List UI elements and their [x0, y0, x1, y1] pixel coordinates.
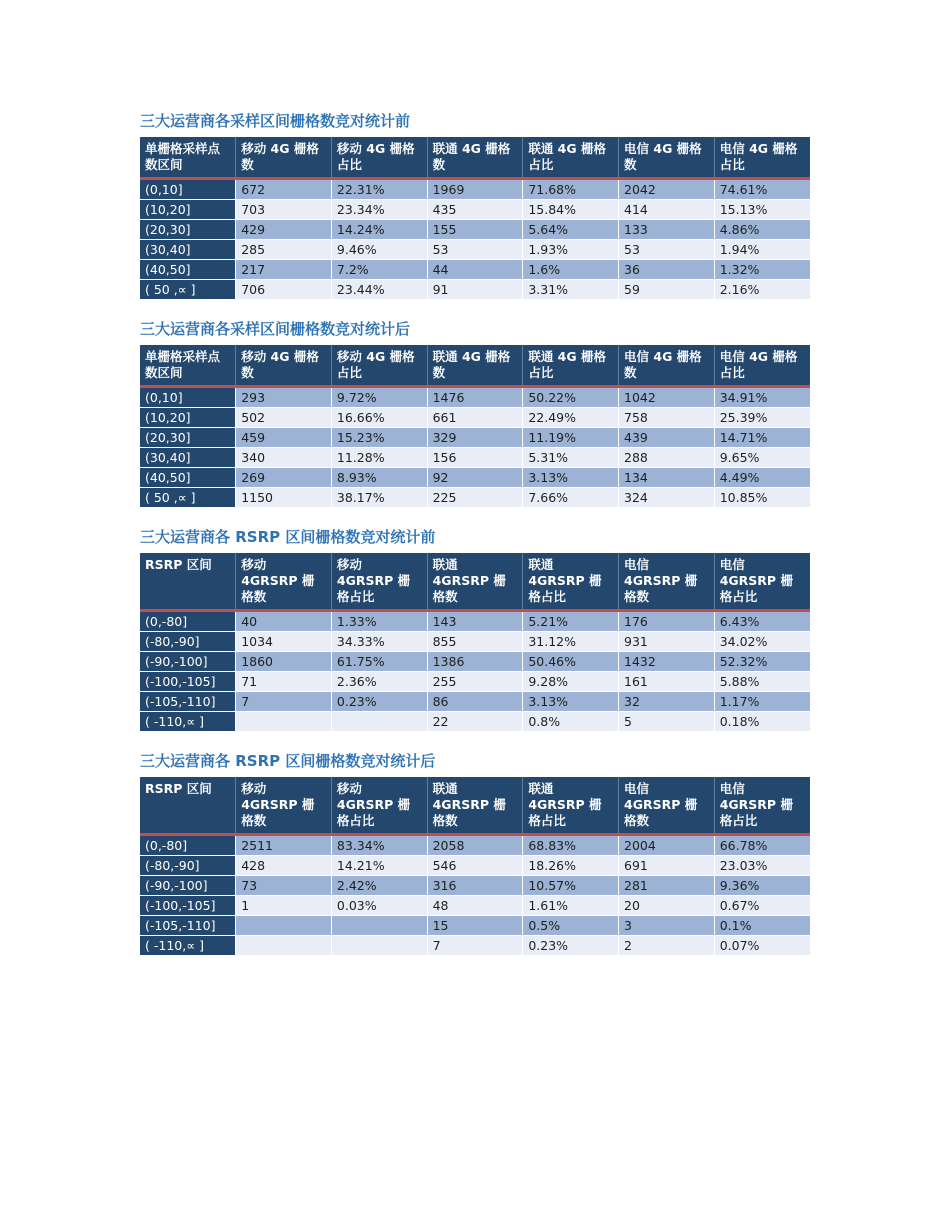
data-cell: 4.49%: [714, 468, 810, 488]
data-cell: 329: [427, 428, 523, 448]
data-cell: 5.64%: [523, 220, 619, 240]
table-row: [140, 428, 810, 448]
data-cell: 5.31%: [523, 448, 619, 468]
row-label: ( -110,∝ ]: [140, 712, 236, 732]
row-label: ( 50 ,∝ ]: [140, 280, 236, 300]
column-header: 电信 4GRSRP 栅格数: [619, 553, 715, 611]
row-label-column-header: 单栅格采样点数区间: [140, 345, 236, 387]
data-cell: 1150: [236, 488, 332, 508]
data-cell: 1860: [236, 652, 332, 672]
data-cell: 22: [427, 712, 523, 732]
row-label: (20,30]: [140, 220, 236, 240]
column-header: 电信 4GRSRP 栅格占比: [714, 777, 810, 835]
data-cell: 931: [619, 632, 715, 652]
row-label: (-80,-90]: [140, 856, 236, 876]
data-cell: 156: [427, 448, 523, 468]
data-cell: 1969: [427, 179, 523, 200]
data-cell: 9.65%: [714, 448, 810, 468]
table-title: 三大运营商各采样区间栅格数竞对统计前: [140, 112, 411, 130]
data-cell: 10.85%: [714, 488, 810, 508]
data-cell: 428: [236, 856, 332, 876]
data-cell: 2058: [427, 835, 523, 856]
data-cell: 83.34%: [331, 835, 427, 856]
data-cell: 48: [427, 896, 523, 916]
data-cell: 7.2%: [331, 260, 427, 280]
data-cell: 161: [619, 672, 715, 692]
data-cell: 32: [619, 692, 715, 712]
data-cell: 2.36%: [331, 672, 427, 692]
data-cell: [236, 936, 332, 956]
data-cell: 5.21%: [523, 611, 619, 632]
column-header: 联通 4GRSRP 栅格数: [427, 553, 523, 611]
data-cell: 59: [619, 280, 715, 300]
row-label: (-100,-105]: [140, 672, 236, 692]
table-row: [140, 179, 810, 200]
section-sample-interval-before: [140, 112, 810, 300]
data-cell: 40: [236, 611, 332, 632]
data-cell: 1.94%: [714, 240, 810, 260]
table-row: [140, 835, 810, 856]
row-label: (0,-80]: [140, 611, 236, 632]
table-row: [140, 280, 810, 300]
data-cell: 15.84%: [523, 200, 619, 220]
table-body: [140, 179, 810, 300]
table-row: [140, 632, 810, 652]
column-header: 联通 4G 栅格数: [427, 345, 523, 387]
data-cell: 44: [427, 260, 523, 280]
data-cell: 14.24%: [331, 220, 427, 240]
table-title: 三大运营商各 RSRP 区间栅格数竞对统计后: [140, 752, 436, 770]
data-cell: 285: [236, 240, 332, 260]
data-cell: 0.18%: [714, 712, 810, 732]
data-cell: 66.78%: [714, 835, 810, 856]
data-cell: 1034: [236, 632, 332, 652]
table-row: [140, 712, 810, 732]
data-cell: 38.17%: [331, 488, 427, 508]
data-cell: 9.46%: [331, 240, 427, 260]
data-cell: 1.61%: [523, 896, 619, 916]
data-cell: 34.33%: [331, 632, 427, 652]
data-cell: 1: [236, 896, 332, 916]
data-cell: 7.66%: [523, 488, 619, 508]
data-cell: 14.21%: [331, 856, 427, 876]
table-row: [140, 672, 810, 692]
header-row: [140, 345, 810, 387]
data-cell: [331, 712, 427, 732]
data-cell: 703: [236, 200, 332, 220]
data-cell: 459: [236, 428, 332, 448]
data-cell: 71: [236, 672, 332, 692]
data-cell: 134: [619, 468, 715, 488]
data-cell: 133: [619, 220, 715, 240]
row-label-column-header: RSRP 区间: [140, 553, 236, 611]
data-cell: 2.42%: [331, 876, 427, 896]
data-cell: [236, 712, 332, 732]
data-cell: 672: [236, 179, 332, 200]
data-cell: 9.72%: [331, 387, 427, 408]
table-title: 三大运营商各 RSRP 区间栅格数竞对统计前: [140, 528, 436, 546]
data-cell: 0.23%: [523, 936, 619, 956]
header-row: [140, 137, 810, 179]
row-label: (40,50]: [140, 260, 236, 280]
column-header: 电信 4GRSRP 栅格占比: [714, 553, 810, 611]
column-header: 移动 4G 栅格占比: [331, 345, 427, 387]
data-cell: 2511: [236, 835, 332, 856]
table-head: [140, 553, 810, 611]
stats-table: [140, 137, 810, 300]
row-label: (-105,-110]: [140, 916, 236, 936]
data-cell: 52.32%: [714, 652, 810, 672]
data-cell: 7: [427, 936, 523, 956]
table-head: [140, 345, 810, 387]
data-cell: 691: [619, 856, 715, 876]
data-cell: 11.19%: [523, 428, 619, 448]
data-cell: 1042: [619, 387, 715, 408]
column-header: 电信 4G 栅格占比: [714, 345, 810, 387]
data-cell: 1386: [427, 652, 523, 672]
table-row: [140, 200, 810, 220]
column-header: 联通 4G 栅格占比: [523, 137, 619, 179]
data-cell: 5: [619, 712, 715, 732]
data-cell: 2004: [619, 835, 715, 856]
row-label: (-90,-100]: [140, 876, 236, 896]
section-rsrp-interval-after: [140, 752, 810, 956]
data-cell: 0.67%: [714, 896, 810, 916]
column-header: 电信 4G 栅格数: [619, 345, 715, 387]
data-cell: 23.34%: [331, 200, 427, 220]
data-cell: 2.16%: [714, 280, 810, 300]
data-cell: 0.1%: [714, 916, 810, 936]
data-cell: 3: [619, 916, 715, 936]
data-cell: 22.31%: [331, 179, 427, 200]
data-cell: 74.61%: [714, 179, 810, 200]
row-label: ( 50 ,∝ ]: [140, 488, 236, 508]
data-cell: 34.02%: [714, 632, 810, 652]
row-label: (0,10]: [140, 387, 236, 408]
column-header: 联通 4G 栅格占比: [523, 345, 619, 387]
row-label: (40,50]: [140, 468, 236, 488]
data-cell: 758: [619, 408, 715, 428]
column-header: 联通 4GRSRP 栅格占比: [523, 777, 619, 835]
column-header: 电信 4G 栅格数: [619, 137, 715, 179]
data-cell: 1476: [427, 387, 523, 408]
data-cell: 1.6%: [523, 260, 619, 280]
table-body: [140, 835, 810, 956]
row-label: (-100,-105]: [140, 896, 236, 916]
data-cell: 1.17%: [714, 692, 810, 712]
data-cell: 50.46%: [523, 652, 619, 672]
data-cell: 0.5%: [523, 916, 619, 936]
table-row: [140, 408, 810, 428]
data-cell: 5.88%: [714, 672, 810, 692]
data-cell: 1.93%: [523, 240, 619, 260]
table-row: [140, 692, 810, 712]
stats-table: [140, 345, 810, 508]
data-cell: [331, 916, 427, 936]
data-cell: 15.23%: [331, 428, 427, 448]
table-body: [140, 387, 810, 508]
column-header: 电信 4G 栅格占比: [714, 137, 810, 179]
data-cell: 176: [619, 611, 715, 632]
column-header: 移动 4G 栅格数: [236, 137, 332, 179]
data-cell: 3.13%: [523, 692, 619, 712]
data-cell: 281: [619, 876, 715, 896]
data-cell: 661: [427, 408, 523, 428]
data-cell: 288: [619, 448, 715, 468]
column-header: 电信 4GRSRP 栅格数: [619, 777, 715, 835]
data-cell: 34.91%: [714, 387, 810, 408]
data-cell: 855: [427, 632, 523, 652]
table-body: [140, 611, 810, 732]
data-cell: 7: [236, 692, 332, 712]
table-head: [140, 137, 810, 179]
data-cell: 0.03%: [331, 896, 427, 916]
data-cell: 14.71%: [714, 428, 810, 448]
data-cell: 414: [619, 200, 715, 220]
row-label: (0,-80]: [140, 835, 236, 856]
data-cell: 91: [427, 280, 523, 300]
table-row: [140, 611, 810, 632]
data-cell: 225: [427, 488, 523, 508]
data-cell: 86: [427, 692, 523, 712]
table-row: [140, 936, 810, 956]
data-cell: 0.8%: [523, 712, 619, 732]
data-cell: 16.66%: [331, 408, 427, 428]
data-cell: 11.28%: [331, 448, 427, 468]
data-cell: 10.57%: [523, 876, 619, 896]
column-header: 联通 4GRSRP 栅格数: [427, 777, 523, 835]
data-cell: 3.31%: [523, 280, 619, 300]
data-cell: 3.13%: [523, 468, 619, 488]
column-header: 移动 4G 栅格数: [236, 345, 332, 387]
column-header: 联通 4G 栅格数: [427, 137, 523, 179]
header-row: [140, 777, 810, 835]
column-header: 移动 4GRSRP 栅格数: [236, 553, 332, 611]
data-cell: 546: [427, 856, 523, 876]
data-cell: 23.44%: [331, 280, 427, 300]
data-cell: 293: [236, 387, 332, 408]
column-header: 移动 4GRSRP 栅格占比: [331, 777, 427, 835]
data-cell: 217: [236, 260, 332, 280]
data-cell: 2042: [619, 179, 715, 200]
data-cell: [236, 916, 332, 936]
column-header: 移动 4G 栅格占比: [331, 137, 427, 179]
data-cell: 255: [427, 672, 523, 692]
header-row: [140, 553, 810, 611]
data-cell: 316: [427, 876, 523, 896]
column-header: 联通 4GRSRP 栅格占比: [523, 553, 619, 611]
data-cell: 0.07%: [714, 936, 810, 956]
data-cell: 53: [427, 240, 523, 260]
data-cell: 53: [619, 240, 715, 260]
table-row: [140, 856, 810, 876]
data-cell: 502: [236, 408, 332, 428]
table-head: [140, 777, 810, 835]
data-cell: 8.93%: [331, 468, 427, 488]
data-cell: 1.32%: [714, 260, 810, 280]
row-label: (30,40]: [140, 240, 236, 260]
data-cell: 73: [236, 876, 332, 896]
data-cell: 706: [236, 280, 332, 300]
data-cell: 71.68%: [523, 179, 619, 200]
table-row: [140, 896, 810, 916]
data-cell: 1.33%: [331, 611, 427, 632]
data-cell: 36: [619, 260, 715, 280]
data-cell: 9.28%: [523, 672, 619, 692]
stats-table: [140, 553, 810, 732]
data-cell: 269: [236, 468, 332, 488]
table-row: [140, 916, 810, 936]
data-cell: 9.36%: [714, 876, 810, 896]
section-sample-interval-after: [140, 320, 810, 508]
data-cell: 18.26%: [523, 856, 619, 876]
data-cell: [331, 936, 427, 956]
data-cell: 68.83%: [523, 835, 619, 856]
row-label: (10,20]: [140, 200, 236, 220]
table-row: [140, 448, 810, 468]
data-cell: 6.43%: [714, 611, 810, 632]
data-cell: 15.13%: [714, 200, 810, 220]
data-cell: 435: [427, 200, 523, 220]
data-cell: 4.86%: [714, 220, 810, 240]
data-cell: 23.03%: [714, 856, 810, 876]
data-cell: 92: [427, 468, 523, 488]
table-row: [140, 387, 810, 408]
table-row: [140, 220, 810, 240]
data-cell: 22.49%: [523, 408, 619, 428]
row-label: (10,20]: [140, 408, 236, 428]
stats-table: [140, 777, 810, 956]
row-label: (-105,-110]: [140, 692, 236, 712]
table-row: [140, 240, 810, 260]
table-row: [140, 468, 810, 488]
column-header: 移动 4GRSRP 栅格数: [236, 777, 332, 835]
row-label: ( -110,∝ ]: [140, 936, 236, 956]
table-row: [140, 876, 810, 896]
row-label: (-90,-100]: [140, 652, 236, 672]
row-label: (20,30]: [140, 428, 236, 448]
data-cell: 25.39%: [714, 408, 810, 428]
table-title: 三大运营商各采样区间栅格数竞对统计后: [140, 320, 411, 338]
data-cell: 0.23%: [331, 692, 427, 712]
row-label: (0,10]: [140, 179, 236, 200]
table-row: [140, 652, 810, 672]
data-cell: 2: [619, 936, 715, 956]
table-row: [140, 260, 810, 280]
data-cell: 324: [619, 488, 715, 508]
section-rsrp-interval-before: [140, 528, 810, 732]
data-cell: 61.75%: [331, 652, 427, 672]
data-cell: 1432: [619, 652, 715, 672]
data-cell: 340: [236, 448, 332, 468]
row-label-column-header: 单栅格采样点数区间: [140, 137, 236, 179]
data-cell: 429: [236, 220, 332, 240]
table-row: [140, 488, 810, 508]
row-label: (-80,-90]: [140, 632, 236, 652]
data-cell: 143: [427, 611, 523, 632]
data-cell: 50.22%: [523, 387, 619, 408]
column-header: 移动 4GRSRP 栅格占比: [331, 553, 427, 611]
data-cell: 20: [619, 896, 715, 916]
data-cell: 439: [619, 428, 715, 448]
row-label-column-header: RSRP 区间: [140, 777, 236, 835]
data-cell: 31.12%: [523, 632, 619, 652]
data-cell: 155: [427, 220, 523, 240]
row-label: (30,40]: [140, 448, 236, 468]
data-cell: 15: [427, 916, 523, 936]
